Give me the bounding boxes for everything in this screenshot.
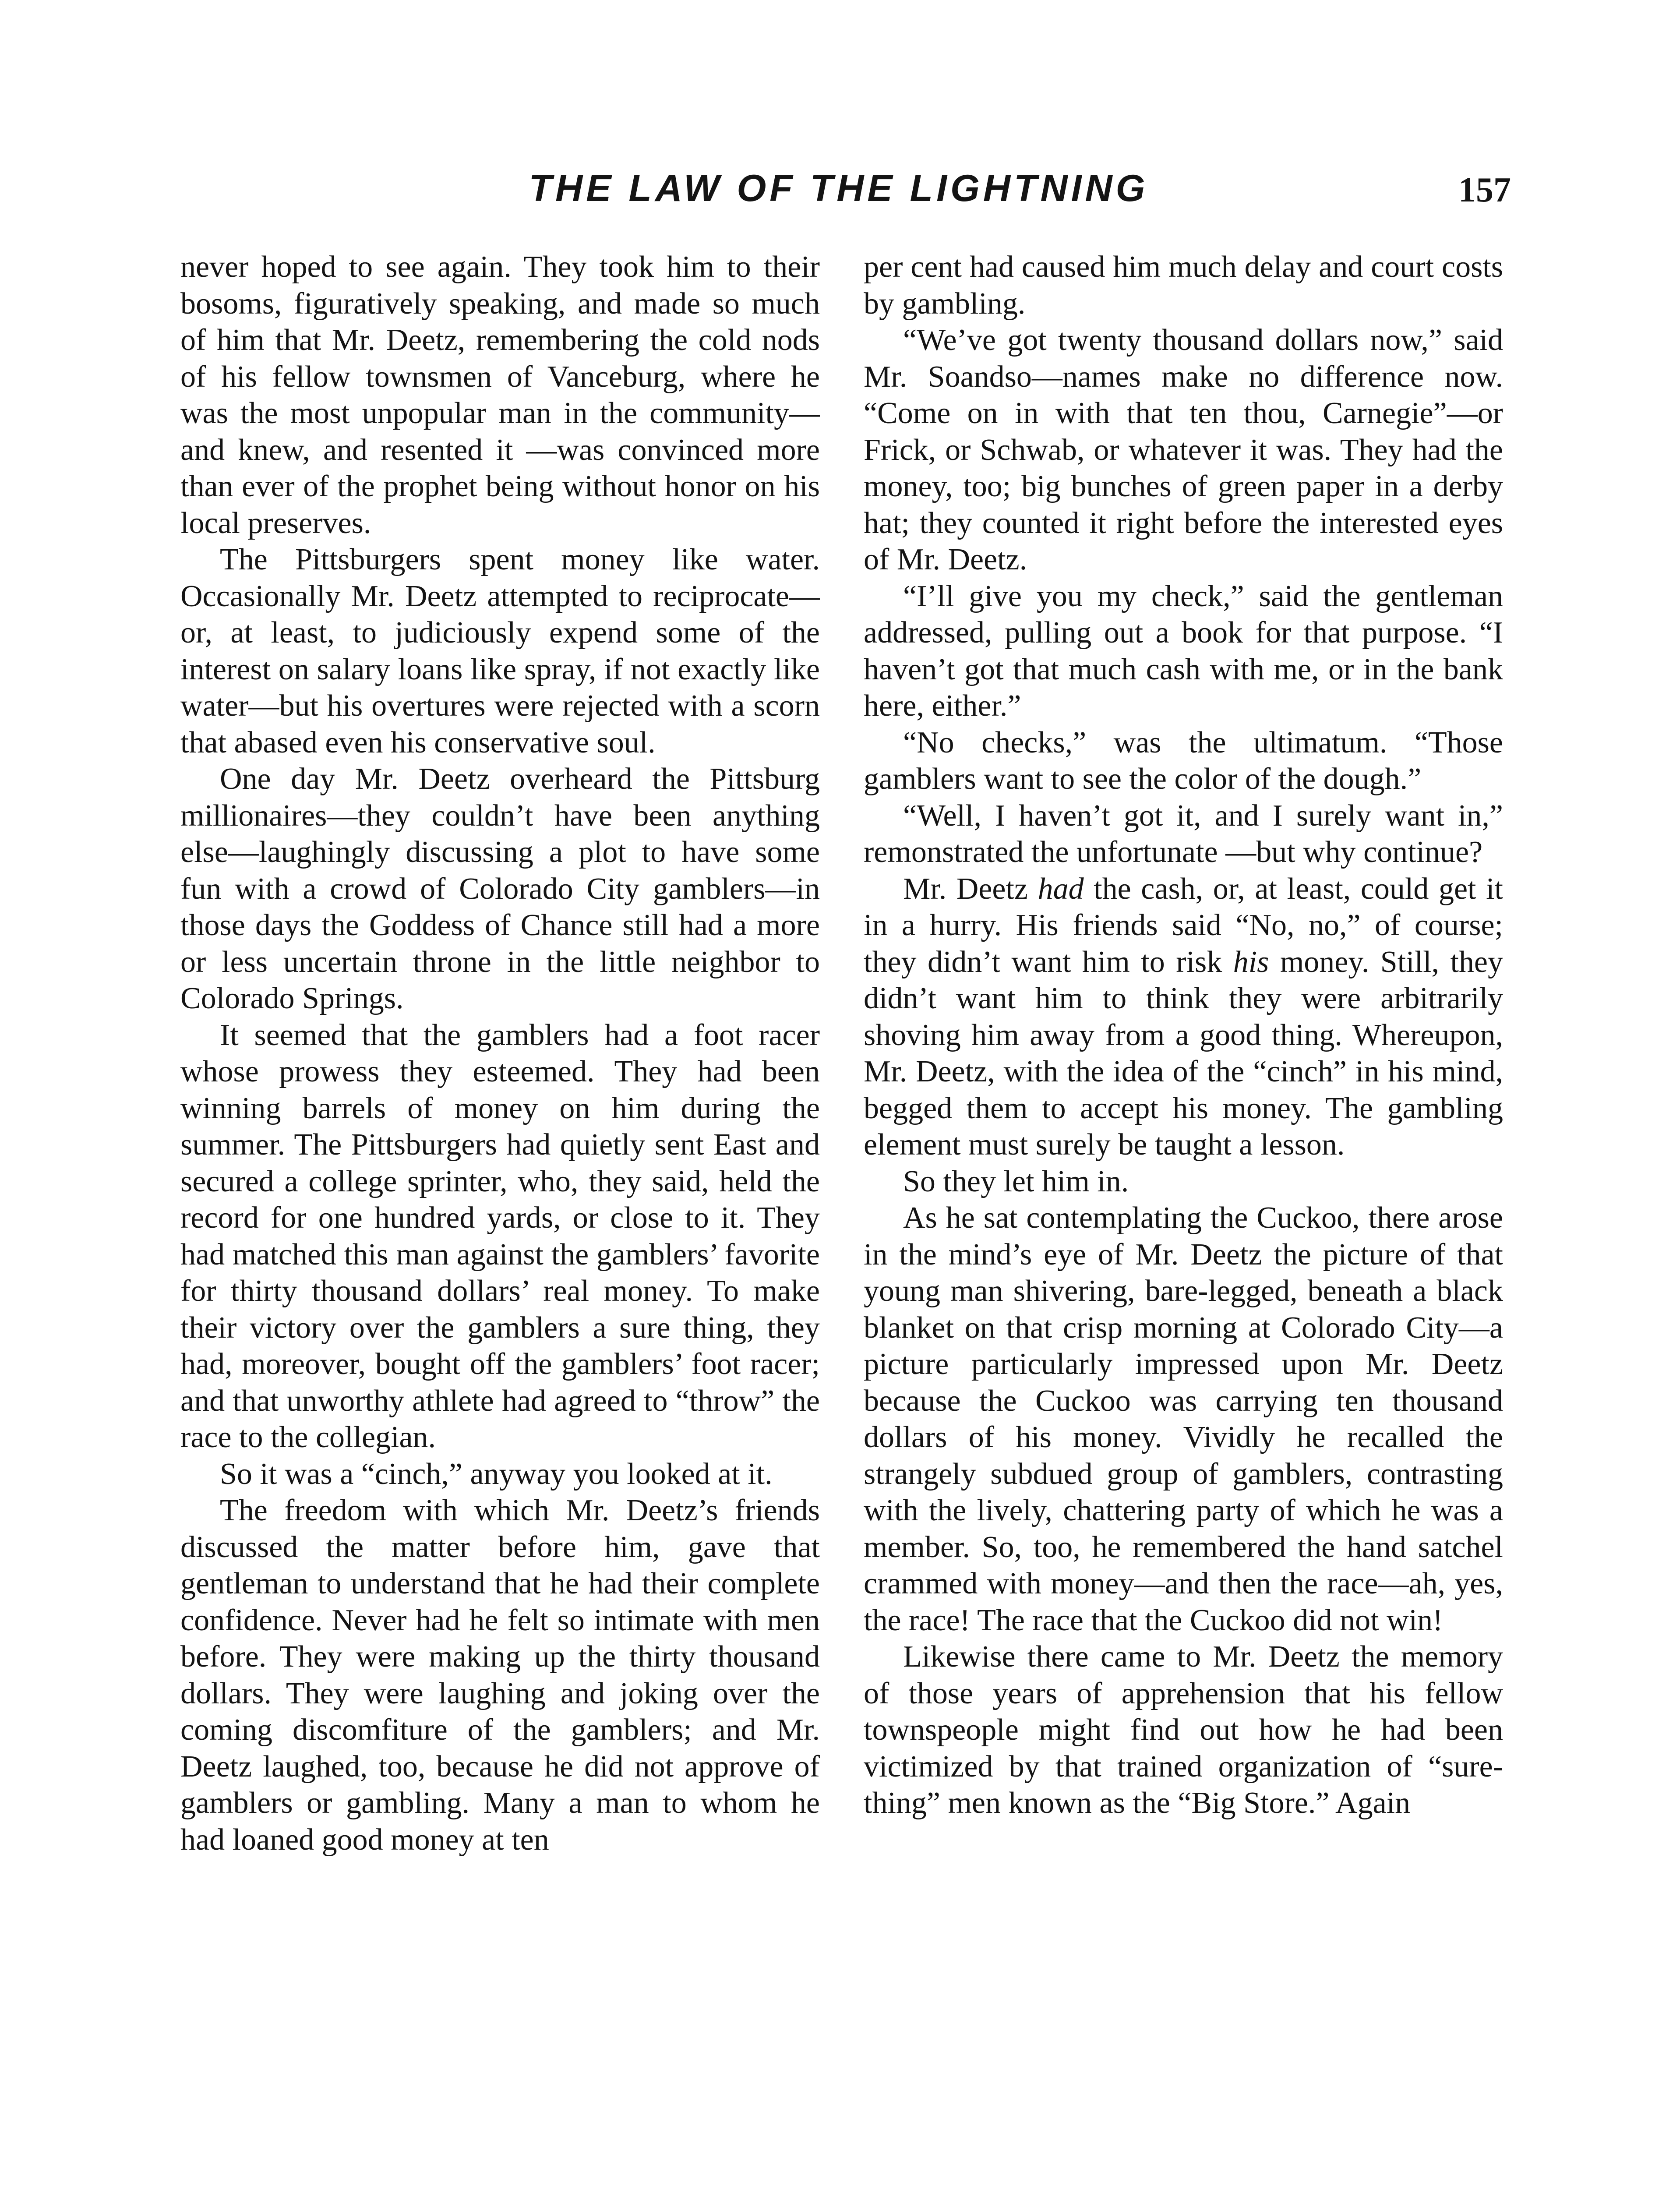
text-run: the cash, or, at least, could get it in a hurry. His friends said “No, no,” of course; they didn’t want him to risk [864, 872, 1503, 979]
left-text-column [180, 249, 820, 2190]
italic-emphasis: his [1233, 945, 1269, 979]
right-text-column [864, 249, 1503, 2190]
paragraph: “I’ll give you my check,” said the gentleman addressed, pulling out a book for that purpose. “I haven’t got that much cash with me, or in the bank here, either.” [864, 579, 1503, 723]
paragraph: It seemed that the gamblers had a foot racer whose prowess they esteemed. They had been winning barrels of money on him during the summer. The Pittsburgers had quietly sent East and secured a college sprinter, who, they said, held the record for one hundred yards, or close to it. They had matched this man against the gamblers’ favorite for thirty thousand dollars’ real money. To make their victory over the gamblers a sure thing, they had, moreover, bought off the gamblers’ foot racer; and that unworthy athlete had agreed to “throw” the race to the collegian. [180, 1018, 820, 1454]
paragraph: The freedom with which Mr. Deetz’s friends discussed the matter before him, gave that gentleman to understand that he had their complete confidence. Never had he felt so intimate with men before. They were making up the thirty thousand dollars. They were laughing and joking over the coming discomfiture of the gamblers; and Mr. Deetz laughed, too, because he did not approve of gamblers or gambling. Many a man to whom he had loaned good money at ten [180, 1494, 820, 1857]
running-head [175, 162, 1511, 215]
paragraph: “No checks,” was the ultimatum. “Those gamblers want to see the color of the dough.” [864, 725, 1503, 796]
paragraph: never hoped to see again. They took him to their bosoms, figuratively speaking, and made so much of him that Mr. Deetz, remembering the cold nods of his fellow townsmen of Vanceburg, where he was the most unpopular man in the community—and knew, and resented it —was convinced more than ever of the prophet being without honor on his local preserves. [180, 250, 820, 540]
paragraph: One day Mr. Deetz overheard the Pittsburg millionaires—they couldn’t have been anything else—laughingly discussing a plot to have some fun with a crowd of Colorado City gamblers—in those days the Goddess of Chance still had a more or less uncertain throne in the little neighbor to Colorado Springs. [180, 762, 820, 1015]
paragraph: per cent had caused him much delay and court costs by gambling. [864, 250, 1503, 321]
italic-emphasis: had [1038, 872, 1084, 906]
page-number: 157 [1458, 171, 1511, 209]
paragraph: Likewise there came to Mr. Deetz the memory of those years of apprehension that his fellow townspeople might find out how he had been victimized by that trained organization of “sure-thing” men known as the “Big Store.” Again [864, 1640, 1503, 1820]
paragraph: So they let him in. [903, 1164, 1129, 1198]
paragraph: The Pittsburgers spent money like water. Occasionally Mr. Deetz attempted to reciprocate—or, at least, to judiciously expend some of the interest on salary loans like spray, if not exactly like water—but his overtures were rejected with a scorn that abased even his conservative soul. [180, 543, 820, 759]
paragraph: So it was a “cinch,” anyway you looked at it. [220, 1457, 773, 1491]
text-run: money. Still, they didn’t want him to think they were arbitrarily shoving him away from a good thing. Whereupon, Mr. Deetz, with the idea of the “cinch” in his mind, begged them to accept his money. The gambling element must surely be taught a lesson. [864, 945, 1503, 1162]
paragraph: “Well, I haven’t got it, and I surely want in,” remonstrated the unfortunate —but why continue? [864, 798, 1503, 869]
running-title: THE LAW OF THE LIGHTNING [529, 167, 1149, 209]
paragraph [864, 871, 1503, 1163]
paragraph: As he sat contemplating the Cuckoo, there arose in the mind’s eye of Mr. Deetz the picture of that young man shivering, bare-legged, beneath a black blanket on that crisp morning at Colorado City—a picture particularly impressed upon Mr. Deetz because the Cuckoo was carrying ten thousand dollars of his money. Vividly he recalled the strangely subdued group of gamblers, contrasting with the lively, chattering party of which he was a member. So, too, he remembered the hand satchel crammed with money—and then the race—ah, yes, the race! The race that the Cuckoo did not win! [864, 1201, 1503, 1637]
paragraph: “We’ve got twenty thousand dollars now,” said Mr. Soandso—names make no difference now. “Come on in with that ten thou, Carnegie”—or Frick, or Schwab, or whatever it was. They had the money, too; big bunches of green paper in a derby hat; they counted it right before the interested eyes of Mr. Deetz. [864, 323, 1503, 576]
text-run: Mr. Deetz [903, 872, 1038, 906]
